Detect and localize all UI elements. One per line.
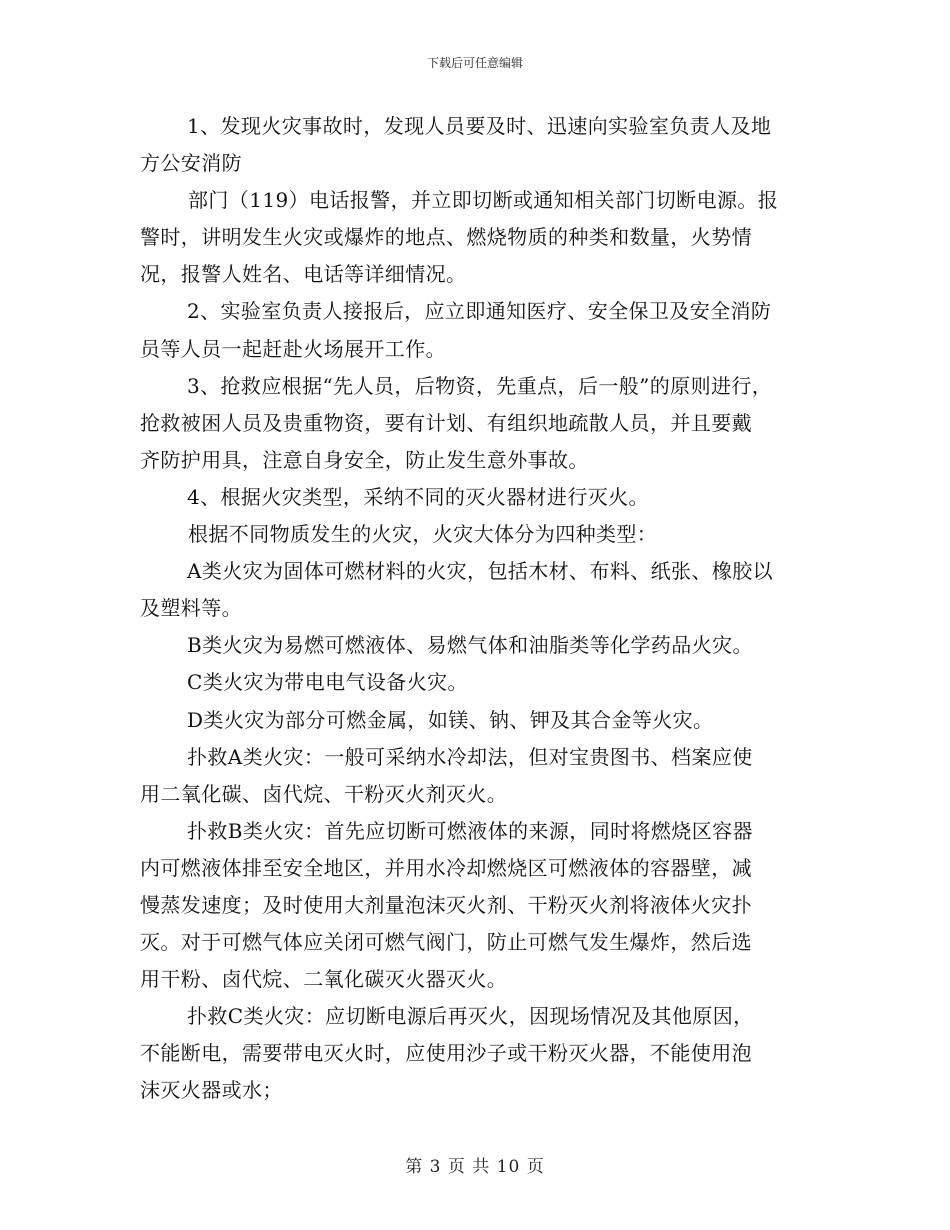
text-line: 况，报警人姓名、电话等详细情况。 bbox=[140, 262, 467, 287]
text-line: 部门（119）电话报警，并立即切断或通知相关部门切断电源。报 bbox=[188, 188, 779, 213]
text-line: 4、根据火灾类型，采纳不同的灭火器材进行灭火。 bbox=[187, 484, 649, 509]
text-line: 不能断电，需要带电灭火时，应使用沙子或干粉灭火器，不能使用泡 bbox=[140, 1041, 752, 1066]
text-line: 根据不同物质发生的火灾，火灾大体分为四种类型： bbox=[188, 522, 658, 547]
text-line: 3、抢救应根据“先人员，后物资，先重点，后一般”的原则进行， bbox=[187, 373, 773, 398]
text-line: 方公安消防 bbox=[140, 151, 242, 176]
text-line: 2、实验室负责人接报后，应立即通知医疗、安全保卫及安全消防 bbox=[187, 299, 772, 324]
text-line: 用二氧化碳、卤代烷、干粉灭火剂灭火。 bbox=[140, 781, 508, 806]
text-line: 员等人员一起赶赴火场展开工作。 bbox=[140, 336, 446, 361]
text-line: A类火灾为固体可燃材料的火灾，包括木材、布料、纸张、橡胶以 bbox=[187, 559, 774, 584]
text-line: 用干粉、卤代烷、二氧化碳灭火器灭火。 bbox=[140, 967, 508, 992]
text-line: 警时，讲明发生火灾或爆炸的地点、燃烧物质的种类和数量，火势情 bbox=[140, 225, 752, 250]
text-line: 及塑料等。 bbox=[140, 596, 242, 621]
text-line: 沫灭火器或水； bbox=[140, 1078, 283, 1103]
text-line: C类火灾为带电电气设备火灾。 bbox=[187, 670, 468, 695]
text-line: B类火灾为易燃可燃液体、易燃气体和油脂类等化学药品火灾。 bbox=[187, 633, 753, 658]
text-line: 扑救A类火灾：一般可采纳水冷却法，但对宝贵图书、档案应使 bbox=[187, 744, 753, 769]
text-line: 扑救B类火灾：首先应切断可燃液体的来源，同时将燃烧区容器 bbox=[187, 818, 753, 843]
text-line: 1、发现火灾事故时，发现人员要及时、迅速向实验室负责人及地 bbox=[187, 114, 772, 138]
text-line: 扑救C类火灾：应切断电源后再灭火，因现场情况及其他原因， bbox=[187, 1004, 754, 1029]
text-line: 内可燃液体排至安全地区，并用水冷却燃烧区可燃液体的容器壁，减 bbox=[140, 855, 752, 880]
document-body bbox=[140, 108, 820, 1110]
text-line: 慢蒸发速度；及时使用大剂量泡沫灭火剂、干粉灭火剂将液体火灾扑 bbox=[140, 892, 752, 917]
text-line: 灭。对于可燃气体应关闭可燃气阀门，防止可燃气发生爆炸，然后选 bbox=[140, 930, 752, 955]
text-line: D类火灾为部分可燃金属，如镁、钠、钾及其合金等火灾。 bbox=[187, 707, 714, 732]
page-header: 下载后可任意编辑 bbox=[426, 56, 523, 70]
page-footer: 第 3 页 共 10 页 bbox=[405, 1157, 545, 1177]
text-line: 齐防护用具，注意自身安全，防止发生意外事故。 bbox=[140, 447, 589, 472]
text-line: 抢救被困人员及贵重物资，要有计划、有组织地疏散人员，并且要戴 bbox=[140, 410, 752, 435]
